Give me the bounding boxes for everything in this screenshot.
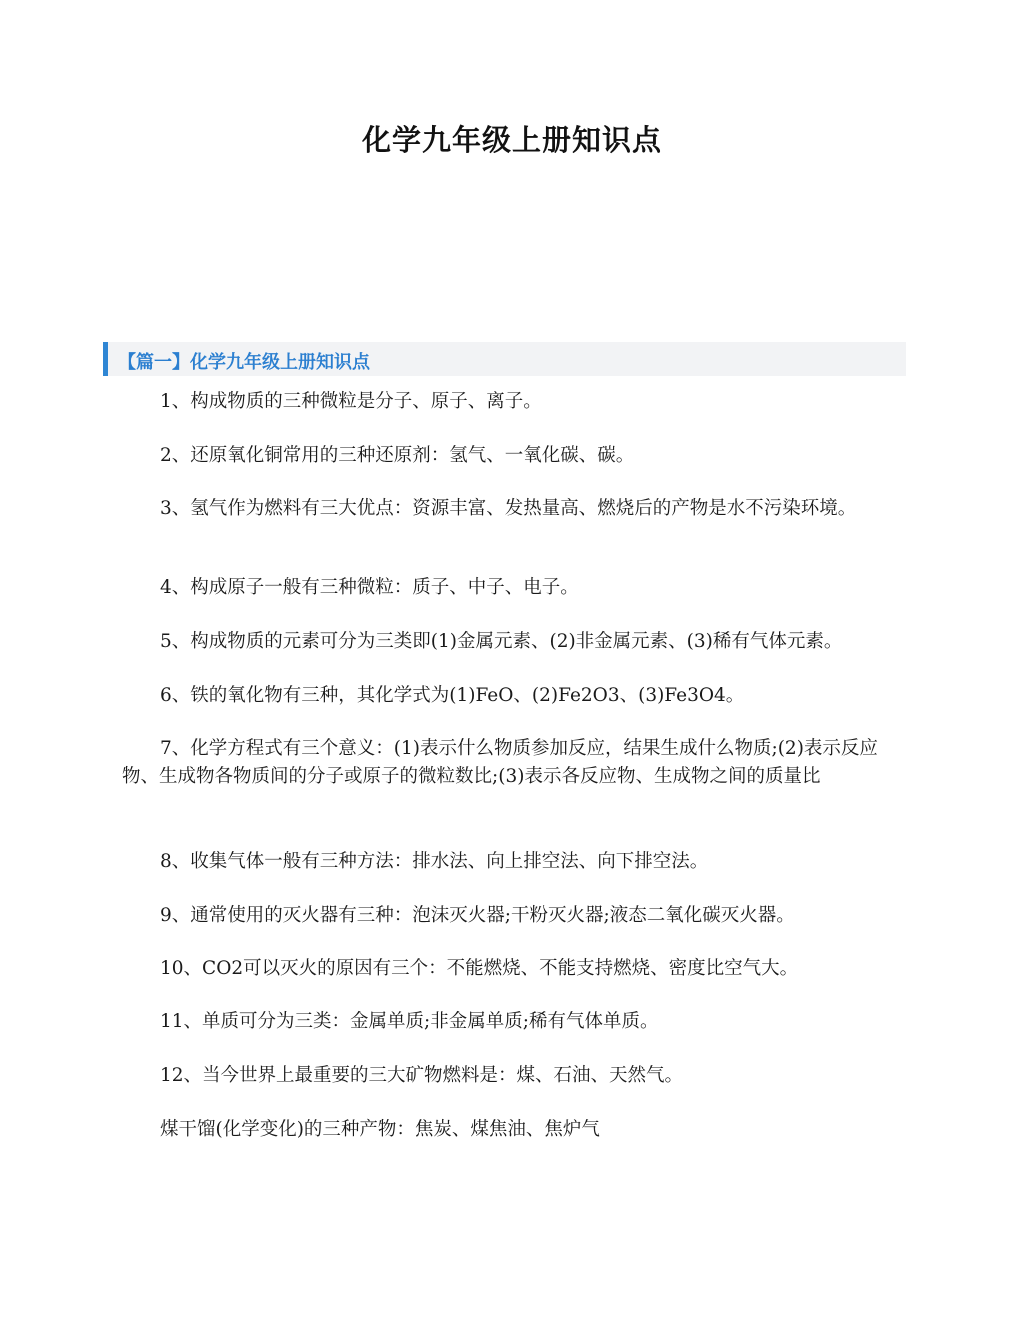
paragraph-12: 12、当今世界上最重要的三大矿物燃料是：煤、石油、天然气。 bbox=[160, 1065, 684, 1086]
paragraph-13: 煤干馏(化学变化)的三种产物：焦炭、煤焦油、焦炉气 bbox=[160, 1119, 600, 1140]
paragraph-11: 11、单质可分为三类：金属单质;非金属单质;稀有气体单质。 bbox=[160, 1011, 659, 1032]
paragraph-2: 2、还原氧化铜常用的三种还原剂：氢气、一氧化碳、碳。 bbox=[160, 445, 635, 466]
paragraph-1: 1、构成物质的三种微粒是分子、原子、离子。 bbox=[160, 391, 542, 412]
paragraph-3: 3、氢气作为燃料有三大优点：资源丰富、发热量高、燃烧后的产物是水不污染环境。 bbox=[160, 498, 857, 519]
paragraph-4: 4、构成原子一般有三种微粒：质子、中子、电子。 bbox=[160, 577, 579, 598]
paragraph-7: 7、化学方程式有三个意义：(1)表示什么物质参加反应，结果生成什么物质;(2)表示反应物、生成物各物质间的分子或原子的微粒数比;(3)表示各反应物、生成物之间的质量比 bbox=[122, 738, 878, 787]
paragraph-8: 8、收集气体一般有三种方法：排水法、向上排空法、向下排空法。 bbox=[160, 851, 709, 872]
paragraph-5: 5、构成物质的元素可分为三类即(1)金属元素、(2)非金属元素、(3)稀有气体元素。 bbox=[160, 631, 843, 652]
section-header-label: 【篇一】化学九年级上册知识点 bbox=[118, 352, 370, 373]
paragraph-10: 10、CO2可以灭火的原因有三个：不能燃烧、不能支持燃烧、密度比空气大。 bbox=[160, 958, 799, 979]
paragraph-6: 6、铁的氧化物有三种，其化学式为(1)FeO、(2)Fe2O3、(3)Fe3O4。 bbox=[160, 685, 745, 706]
page-title: 化学九年级上册知识点 bbox=[361, 123, 662, 157]
paragraph-9: 9、通常使用的灭火器有三种：泡沫灭火器;干粉灭火器;液态二氧化碳灭火器。 bbox=[160, 905, 795, 926]
section-header bbox=[103, 342, 906, 376]
